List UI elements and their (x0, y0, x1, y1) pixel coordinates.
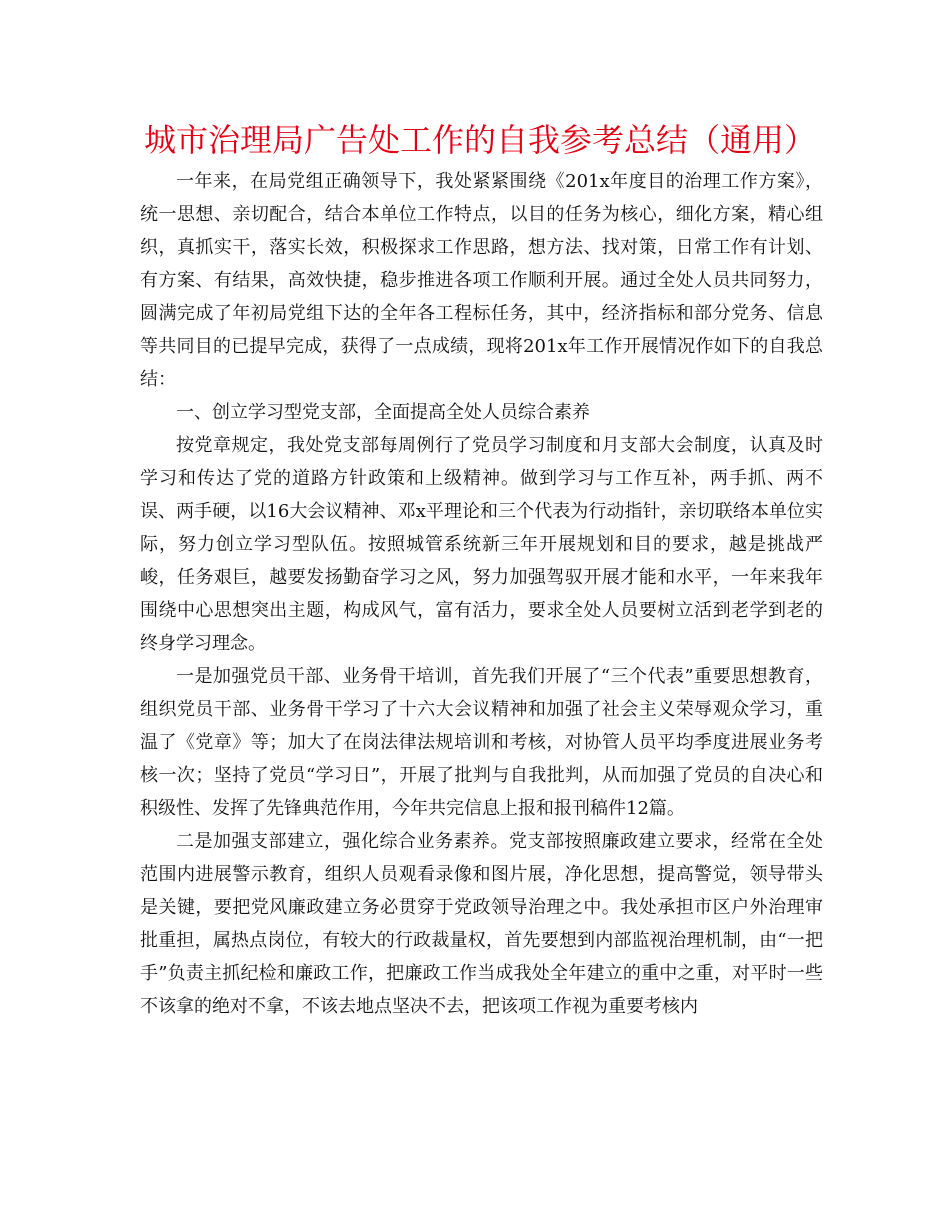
document-body (140, 165, 823, 1023)
paragraph-branch-building: 二是加强支部建立，强化综合业务素养。党支部按照廉政建立要求，经常在全处范围内进展警示教育，组织人员观看录像和图片展，净化思想，提高警觉，领导带头是关键，要把党风廉政建立务必贯穿于党政领导治理之中。我处承担市区户外治理审批重担，属热点岗位，有较大的行政裁量权，首先要想到内部监视治理机制，由“一把手”负责主抓纪检和廉政工作，把廉政工作当成我处全年建立的重中之重，对平时一些不该拿的绝对不拿，不该去地点坚决不去，把该项工作视为重要考核内 (140, 831, 823, 1017)
document-title: 城市治理局广告处工作的自我参考总结（通用） (143, 121, 816, 159)
paragraph-intro: 一年来，在局党组正确领导下，我处紧紧围绕《201x年度目的治理工作方案》，统一思想、亲切配合，结合本单位工作特点，以目的任务为核心，细化方案，精心组织，真抓实干，落实长效，积极探求工作思路，想方法、找对策，日常工作有计划、有方案、有结果，高效快捷，稳步推进各项工作顺利开展。通过全处人员共同努力，圆满完成了年初局党组下达的全年各工程标任务，其中，经济指标和部分党务、信息等共同目的已提早完成，获得了一点成绩，现将201x年工作开展情况作如下的自我总结： (140, 171, 823, 390)
section-heading-1: 一、创立学习型党支部，全面提高全处人员综合素养 (176, 402, 590, 423)
paragraph-study: 按党章规定，我处党支部每周例行了党员学习制度和月支部大会制度，认真及时学习和传达了党的道路方针政策和上级精神。做到学习与工作互补，两手抓、两不误、两手硬，以16大会议精神、邓x平理论和三个代表为行动指针，亲切联络本单位实际，努力创立学习型队伍。按照城管系统新三年开展规划和目的要求，越是挑战严峻，任务艰巨，越要发扬勤奋学习之风，努力加强驾驭开展才能和水平，一年来我年围绕中心思想突出主题，构成风气，富有活力，要求全处人员要树立活到老学到老的终身学习理念。 (140, 435, 823, 654)
paragraph-training: 一是加强党员干部、业务骨干培训，首先我们开展了“三个代表”重要思想教育，组织党员干部、业务骨干学习了十六大会议精神和加强了社会主义荣辱观众学习，重温了《党章》等；加大了在岗法律法规培训和考核，对协管人员平均季度进展业务考核一次；坚持了党员“学习日”，开展了批判与自我批判，从而加强了党员的自决心和积级性、发挥了先锋典范作用，今年共完信息上报和报刊稿件12篇。 (140, 666, 823, 819)
